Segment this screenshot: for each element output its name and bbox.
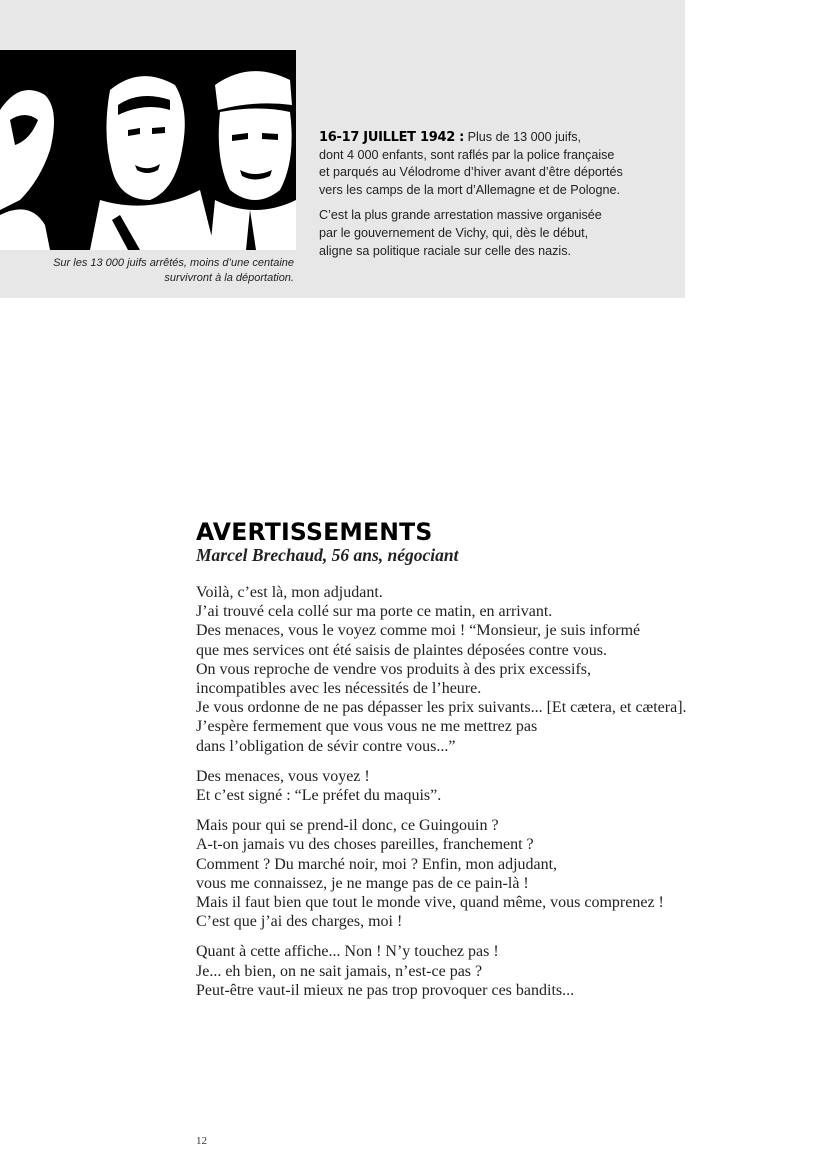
stanza — [196, 583, 796, 756]
stanza — [196, 942, 796, 1000]
text-line: J’ai trouvé cela collé sur ma porte ce matin, en arrivant. — [196, 603, 553, 621]
historical-sidebar-box — [0, 0, 685, 298]
text-line: Comment ? Du marché noir, moi ? Enfin, mon adjudant, — [196, 855, 558, 873]
event-line: vers les camps de la mort d’Allemagne et de Pologne. — [319, 182, 621, 197]
text-line: Et c’est signé : “Le préfet du maquis”. — [196, 787, 442, 805]
event-description — [319, 129, 649, 268]
text-line: Mais pour qui se prend-il donc, ce Guingouin ? — [196, 817, 499, 835]
text-line: Je vous ordonne de ne pas dépasser les prix suivants... [Et cætera, et cætera]. — [196, 699, 687, 717]
text-line: incompatibles avec les nécessités de l’heure. — [196, 680, 482, 698]
photo-caption — [30, 256, 294, 285]
text-line: Peut-être vaut-il mieux ne pas trop provoquer ces bandits... — [196, 981, 575, 999]
stanza — [196, 816, 796, 931]
caption-line: Sur les 13 000 juifs arrêtés, moins d’une centaine — [53, 257, 294, 269]
text-line: dans l’obligation de sévir contre vous...” — [196, 737, 456, 755]
text-line: On vous reproche de vendre vos produits à des prix excessifs, — [196, 660, 592, 678]
event-line: Plus de 13 000 juifs, — [464, 130, 582, 144]
text-line: Voilà, c’est là, mon adjudant. — [196, 584, 383, 601]
article-subtitle: Marcel Brechaud, 56 ans, négociant — [196, 545, 459, 565]
event-date: 16-17 JUILLET 1942 : — [319, 130, 465, 145]
caption-line: survivront à la déportation. — [164, 271, 294, 284]
text-line: que mes services ont été saisis de plaintes déposées contre vous. — [196, 641, 607, 659]
text-line: A-t-on jamais vu des choses pareilles, franchement ? — [196, 836, 534, 854]
event-line: par le gouvernement de Vichy, qui, dès le début, — [319, 225, 589, 240]
event-line: dont 4 000 enfants, sont raflés par la police française — [319, 147, 615, 162]
text-line: vous me connaissez, je ne mange pas de ce pain-là ! — [196, 874, 529, 892]
text-line: Des menaces, vous voyez ! — [196, 767, 370, 785]
text-line: J’espère fermement que vous vous ne me mettrez pas — [196, 718, 538, 736]
stanza — [196, 767, 796, 805]
text-line: Quant à cette affiche... Non ! N’y touchez pas ! — [196, 943, 499, 961]
event-paragraph — [319, 207, 649, 260]
article-body — [196, 583, 796, 1011]
text-line: Des menaces, vous le voyez comme moi ! “Monsieur, je suis informé — [196, 622, 641, 640]
page-number: 12 — [196, 1135, 207, 1147]
arrest-photo-illustration — [0, 50, 296, 250]
article-title: AVERTISSEMENTS — [196, 518, 433, 546]
text-line: Mais il faut bien que tout le monde vive, quand même, vous comprenez ! — [196, 894, 664, 912]
event-line: C’est la plus grande arrestation massive organisée — [319, 208, 602, 223]
arrest-photo — [0, 50, 296, 250]
event-line: et parqués au Vélodrome d’hiver avant d’être déportés — [319, 165, 623, 180]
event-paragraph — [319, 129, 649, 199]
event-line: aligne sa politique raciale sur celle des nazis. — [319, 243, 572, 258]
text-line: C’est que j’ai des charges, moi ! — [196, 913, 403, 931]
text-line: Je... eh bien, on ne sait jamais, n’est-ce pas ? — [196, 962, 483, 980]
